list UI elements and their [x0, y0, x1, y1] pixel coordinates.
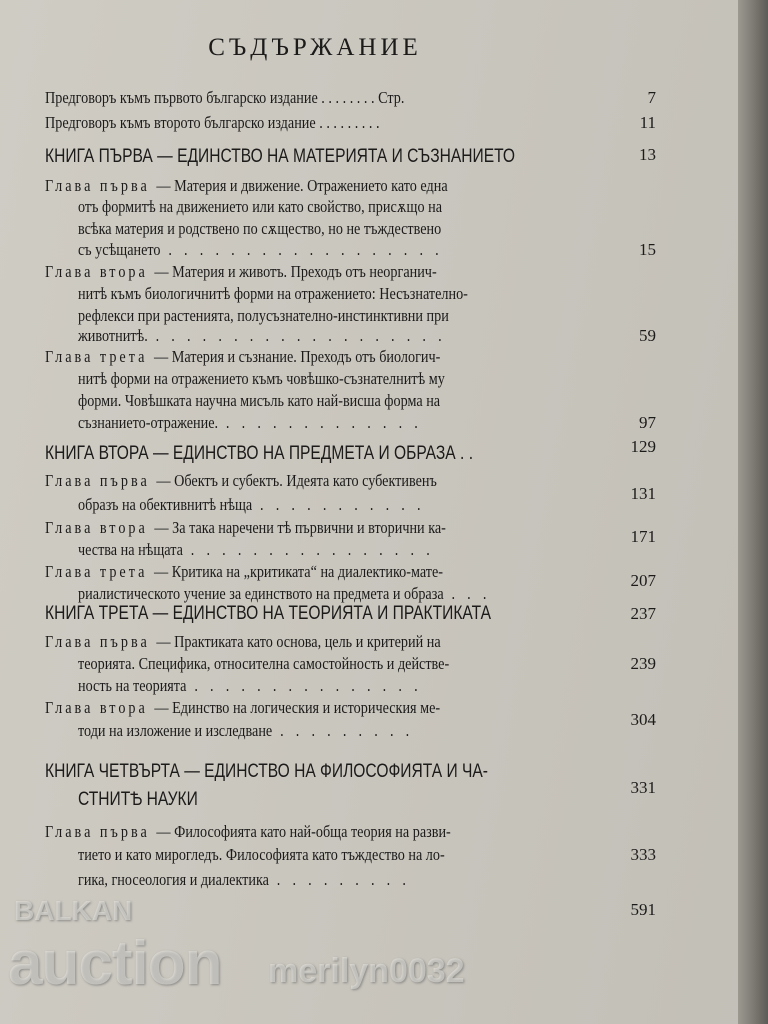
- entry-text: КНИГА ЧЕТВЪРТА — ЕДИНСТВО НА ФИЛОСОФИЯТА И ЧА-: [45, 761, 488, 782]
- entry-text: теорията. Специфика, относителна самостойность и действе-: [78, 654, 450, 673]
- dot-leader: . . . . . . . . . . .: [252, 495, 425, 514]
- chapter-label: Глава първа: [45, 632, 157, 651]
- entry-text: съ усѣщането: [78, 240, 161, 259]
- entry-line: [45, 562, 443, 582]
- dot-leader: . . . . . . . . .: [272, 721, 414, 740]
- entry-line: [45, 176, 448, 196]
- page-number: 11: [639, 113, 656, 132]
- page-number: 591: [630, 900, 656, 919]
- dot-leader: . . .: [443, 584, 491, 603]
- entry-text: отъ формитѣ на движението или като свойство, присѫщо на: [78, 197, 443, 216]
- watermark: [8, 896, 568, 1016]
- entry-text: всѣка материя и родствено по сѫщество, но не тъждествено: [78, 219, 442, 238]
- entry-line: [78, 369, 445, 389]
- entry-line: [45, 347, 440, 367]
- entry-line: [78, 197, 442, 217]
- entry-text: — Единство на логическия и историческия ме-: [154, 698, 441, 717]
- entry-text: рефлекси при растенията, полусъзнателно-инстинктивни при: [78, 306, 449, 325]
- entry-text: — Материя и съзнание. Преходъ отъ биологич-: [153, 347, 441, 366]
- dot-leader: . . . . . . . . . . . . . . . . . .: [160, 240, 444, 259]
- entry-text: риалистическото учение за единството на предмета и образа: [78, 584, 444, 603]
- entry-text: — Философията като най-обща теория на разви-: [156, 822, 451, 841]
- entry-text: — Критика на „критиката“ на диалектико-мате-: [153, 562, 444, 581]
- page-number: 7: [647, 88, 656, 107]
- page-number: 13: [639, 145, 656, 164]
- entry-text: КНИГА ПЪРВА — ЕДИНСТВО НА МАТЕРИЯТА И СЪЗНАНИЕТО: [45, 146, 516, 167]
- chapter-label: Глава втора: [45, 518, 155, 537]
- page-title: СЪДЪРЖАНИЕ: [208, 34, 422, 61]
- entry-text: гика, гносеология и диалектика: [78, 870, 269, 889]
- watermark-brand-main: auction: [8, 929, 222, 998]
- entry-text: — Материя и животъ. Преходъ отъ неорганич-: [154, 262, 437, 281]
- page-number: 304: [630, 710, 656, 729]
- chapter-label: Глава първа: [45, 176, 157, 195]
- watermark-brand-top: BALKAN: [14, 895, 133, 926]
- entry-line: [78, 790, 198, 810]
- entry-text: нитѣ къмъ биологичнитѣ форми на отражението: Несъзнателно-: [78, 284, 468, 303]
- dot-leader: . . . . . . . . . . . . . . . .: [182, 540, 435, 559]
- entry-text: животнитѣ.: [78, 326, 148, 345]
- page-edge: [738, 0, 768, 1024]
- chapter-label: Глава трета: [45, 347, 154, 366]
- entry-line: [78, 654, 449, 674]
- entry-line: [78, 845, 445, 865]
- entry-line: [45, 113, 380, 133]
- dot-leader: . . . . . . . . . . . . . . . . . . .: [147, 326, 446, 345]
- chapter-label: Глава втора: [45, 262, 155, 281]
- entry-line: [78, 721, 413, 741]
- entry-text: тието и като мирогледъ. Философията като тъждество на ло-: [78, 845, 445, 864]
- page-number: 129: [630, 437, 656, 456]
- entry-text: — За така наречени тѣ първични и вторични ка-: [154, 518, 446, 537]
- entry-line: [45, 444, 473, 464]
- entry-line: [78, 584, 491, 604]
- chapter-label: Глава втора: [45, 698, 155, 717]
- entry-text: Предговоръ къмъ второто българско издание . . . . . . . . .: [45, 113, 380, 132]
- entry-line: [78, 676, 422, 696]
- chapter-label: Глава първа: [45, 471, 157, 490]
- entry-line: [45, 604, 491, 624]
- entry-line: [78, 326, 446, 346]
- page-number: 331: [630, 778, 656, 797]
- page-number: 131: [630, 484, 656, 503]
- entry-line: [45, 262, 437, 282]
- entry-text: чества на нѣщата: [78, 540, 183, 559]
- entry-line: [45, 88, 404, 108]
- entry-line: [45, 822, 451, 842]
- entry-line: [78, 391, 440, 411]
- entry-line: [78, 413, 422, 433]
- entry-text: — Материя и движение. Отражението като една: [156, 176, 448, 195]
- page-number: 59: [639, 326, 656, 345]
- entry-text: — Обектъ и субектъ. Идеята като субективенъ: [156, 471, 437, 490]
- entry-text: съзнанието-отражение.: [78, 413, 219, 432]
- entry-text: ность на теорията: [78, 676, 187, 695]
- dot-leader: . . . . . . . . . . . . . . .: [186, 676, 422, 695]
- entry-text: КНИГА ТРЕТА — ЕДИНСТВО НА ТЕОРИЯТА И ПРАКТИКАТА: [45, 603, 492, 624]
- entry-text: образъ на обективнитѣ нѣща: [78, 495, 253, 514]
- chapter-label: Глава първа: [45, 822, 157, 841]
- entry-text: — Практиката като основа, цель и критерий на: [156, 632, 441, 651]
- entry-line: [45, 147, 515, 167]
- entry-line: [78, 284, 468, 304]
- entry-text: форми. Човѣшката научна мисъль като най-висша форма на: [78, 391, 441, 410]
- entry-line: [78, 219, 441, 239]
- watermark-user: merilyn0032: [268, 952, 465, 990]
- page-number: 237: [630, 604, 656, 623]
- page-number: 239: [630, 654, 656, 673]
- entry-text: нитѣ форми на отражението къмъ човѣшко-съзнателнитѣ му: [78, 369, 445, 388]
- entry-line: [78, 540, 434, 560]
- entry-line: [45, 471, 437, 491]
- entry-text: КНИГА ВТОРА — ЕДИНСТВО НА ПРЕДМЕТА И ОБРАЗА . .: [45, 443, 474, 464]
- page-number: 171: [630, 527, 656, 546]
- entry-text: тоди на изложение и изследване: [78, 721, 273, 740]
- dot-leader: . . . . . . . . .: [268, 870, 411, 889]
- page-number: 15: [639, 240, 656, 259]
- page-number: 333: [630, 845, 656, 864]
- entry-line: [78, 495, 425, 515]
- entry-line: [78, 306, 449, 326]
- entry-line: [45, 762, 488, 782]
- entry-line: [45, 632, 441, 652]
- chapter-label: Глава трета: [45, 562, 154, 581]
- page-number: 207: [630, 571, 656, 590]
- entry-text: Предговоръ къмъ първото българско издание . . . . . . . . Стр.: [45, 88, 405, 107]
- entry-text: СТНИТѢ НАУКИ: [78, 789, 198, 810]
- page-number: 97: [639, 413, 656, 432]
- entry-line: [45, 698, 440, 718]
- entry-line: [78, 870, 410, 890]
- entry-line: [78, 240, 443, 260]
- entry-line: [45, 518, 446, 538]
- dot-leader: . . . . . . . . . . . . .: [218, 413, 423, 432]
